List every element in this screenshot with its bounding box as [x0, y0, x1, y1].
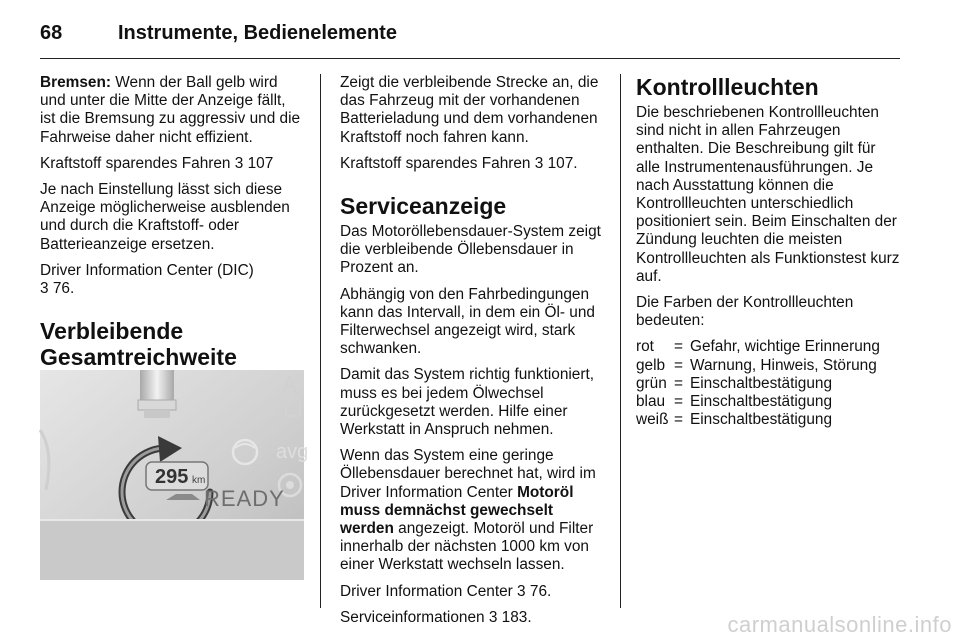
paragraph-low-oil	[340, 447, 604, 574]
table-row	[636, 338, 880, 356]
color-meaning: Einschaltbestätigung	[690, 374, 833, 392]
equals-sign: =	[674, 393, 683, 411]
paragraph-reset: Damit das System richtig funktioniert, muss es bei jedem Ölwechsel zurückgesetzt werden. Hilfe einer Werkstatt in Anspruch nehmen.	[340, 366, 595, 439]
range-display-figure	[40, 370, 309, 580]
equals-sign: =	[674, 338, 683, 356]
range-display-illustration	[40, 370, 309, 580]
heading-remaining-range	[40, 318, 304, 370]
svg-text:A: A	[282, 372, 297, 397]
column-divider-2	[620, 74, 621, 608]
paragraph-range: Zeigt die verbleibende Strecke an, die das Fahrzeug mit der vorhandenen Batterieladung und dem vorhandenen Kraftstoff noch fahren kann.	[340, 74, 599, 146]
heading-remaining-range-line1: Verbleibende	[40, 318, 184, 345]
table-row	[636, 375, 880, 393]
xref-service-info: Serviceinformationen 3 183.	[340, 608, 532, 626]
paragraph-colors-intro: Die Farben der Kontrollleuchten bedeuten:	[636, 294, 854, 330]
xref-fuel-saving-2: Kraftstoff sparendes Fahren 3 107.	[340, 154, 578, 172]
equals-sign: =	[674, 374, 683, 392]
header-rule	[40, 58, 900, 59]
watermark: carmanualsonline.info	[727, 612, 952, 637]
paragraph-oil-life: Das Motoröllebensdauer-System zeigt die verbleibende Öllebensdauer in Prozent an.	[340, 223, 601, 277]
paragraph-display-setting: Je nach Einstellung lässt sich diese Anzeige möglicherweise ausblenden und durch die Kraftstoff- oder Batterieanzeige ersetzen.	[40, 181, 290, 253]
color-name: blau	[636, 393, 666, 411]
heading-service: Serviceanzeige	[340, 193, 507, 220]
paragraph-warning-lights: Die beschriebenen Kontrollleuchten sind nicht in allen Fahrzeugen enthalten. Die Beschreibung gilt für alle Instrumentenausführungen. Je nach Ausstattung können die Kontrollleuchten unterschiedlich positioniert sein. Beim Einschalten der Zündung leuchten die meisten Kontrollleuchten als Funktionstest kurz auf.	[636, 104, 900, 285]
table-row	[636, 393, 880, 411]
xref-dic-line2: 3 76.	[40, 280, 75, 298]
equals-sign: =	[674, 411, 683, 429]
range-unit: km	[192, 475, 206, 486]
color-name: gelb	[636, 356, 666, 374]
table-row	[636, 411, 880, 429]
column-2	[340, 74, 604, 635]
heading-remaining-range-line2: Gesamtreichweite	[40, 344, 237, 371]
color-name: grün	[636, 374, 667, 392]
column-3	[636, 74, 902, 429]
low-oil-message: Motoröl muss demnächst gewechselt werden	[340, 483, 574, 538]
page-number: 68	[40, 21, 63, 44]
color-name: rot	[636, 338, 654, 356]
ready-label: READY	[204, 486, 285, 511]
color-meaning: Einschaltbestätigung	[690, 393, 833, 411]
equals-sign: =	[674, 356, 683, 374]
heading-warning-lights: Kontrollleuchten	[636, 74, 819, 100]
xref-dic	[40, 262, 304, 298]
color-meaning: Gefahr, wichtige Erinnerung	[690, 338, 880, 356]
bremsen-text: Wenn der Ball gelb wird und unter die Mitte der Anzeige fällt, ist die Bremsung zu aggressiv und die Fahrweise daher nicht effizient.	[40, 74, 301, 146]
table-row	[636, 357, 880, 375]
low-oil-text-2: angezeigt. Motoröl und Filter innerhalb der nächsten 1000 km von einer Werkstatt wechseln lassen.	[340, 520, 594, 574]
range-value: 295	[155, 466, 189, 488]
color-meaning-table	[636, 338, 880, 429]
page-header	[40, 18, 900, 48]
chapter-title: Instrumente, Bedienelemente	[118, 21, 397, 44]
column-1	[40, 74, 304, 374]
color-meaning: Warnung, Hinweis, Störung	[690, 356, 877, 374]
paragraph-interval: Abhängig von den Fahrbedingungen kann das Intervall, in dem ein Öl- und Filterwechsel angezeigt wird, stark schwanken.	[340, 285, 595, 358]
avg-label: avg	[276, 441, 309, 463]
xref-fuel-saving: Kraftstoff sparendes Fahren 3 107	[40, 154, 274, 172]
color-name: weiß	[636, 411, 669, 429]
column-divider-1	[320, 74, 321, 608]
term-bremsen: Bremsen:	[40, 74, 111, 91]
low-oil-text-1: Wenn das System eine geringe Öllebensdauer berechnet hat, wird im Driver Information Center	[340, 447, 596, 501]
color-meaning: Einschaltbestätigung	[690, 411, 833, 429]
xref-dic-line1: Driver Information Center (DIC)	[40, 261, 254, 279]
paragraph-bremsen	[40, 74, 304, 147]
xref-dic-2: Driver Information Center 3 76.	[340, 582, 552, 600]
